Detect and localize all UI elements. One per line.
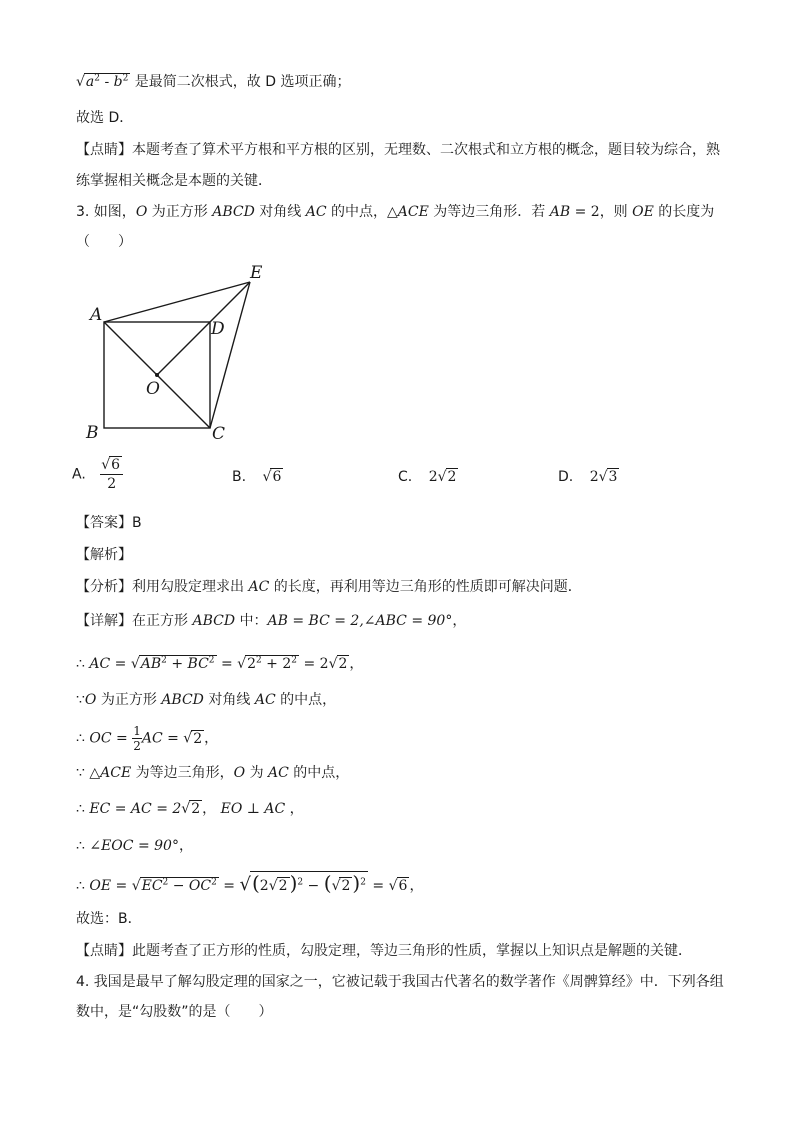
point-o xyxy=(155,373,159,377)
solution-step-7: ∴ OE = $√EC^2 - OC^2 = √(2√2$ )$^2$ − (√2 )$^2$ = √6 ， xyxy=(76,871,424,895)
option-b: B. √6 xyxy=(232,469,282,485)
answer-line xyxy=(76,513,142,533)
solution-step-1: ∴ AC = $√AB^2 + BC^2 = √2^2 + 2^2 = 2√2$ ， xyxy=(76,655,364,672)
solution-step-6: ∴ ∠EOC = 90°， xyxy=(76,838,193,854)
analysis-line: 【分析】利用勾股定理求出 AC 的长度，再利用等边三角形的性质即可解决问题． xyxy=(76,579,582,595)
conclusion: 故选：B． xyxy=(76,911,142,927)
label-d: D xyxy=(211,319,225,339)
question-4-cont: 数中，是“勾股数”的是（ ） xyxy=(76,1004,273,1020)
question-3-paren: （ ） xyxy=(76,234,132,250)
label-a: A xyxy=(90,305,103,325)
analysis-tag: 【解析】 xyxy=(76,547,132,563)
segment-ce xyxy=(210,282,250,428)
label-b: B xyxy=(86,423,99,443)
label-e: E xyxy=(250,263,263,283)
option-c: C. 2√2 xyxy=(398,469,457,485)
text-line-2: 故选 D． xyxy=(76,110,134,126)
solution-step-3: ∴ OC = $\frac{1}{2}$ AC = √2 ， xyxy=(76,724,219,753)
solution-step-4: ∵ △ACE 为等边三角形，O 为 AC 的中点， xyxy=(76,765,350,781)
solution-step-2: ∵O 为正方形 ABCD 对角线 AC 的中点， xyxy=(76,692,337,708)
segment-oe xyxy=(157,282,250,375)
answer-value: B xyxy=(132,515,142,531)
question-4: 4. 我国是最早了解勾股定理的国家之一，它被记载于我国古代著名的数学著作《周髀算经》中．下列各组 xyxy=(76,974,724,990)
comment-block-2: 【点睛】此题考查了正方形的性质，勾股定理，等边三角形的性质，掌握以上知识点是解题的关键． xyxy=(76,943,692,959)
answer-tag: 【答案】 xyxy=(76,515,132,531)
label-o: O xyxy=(146,379,160,399)
label-c: C xyxy=(212,424,226,444)
text-line-1: $√a^2 - b^2$ 是最简二次根式，故 D 选项正确； xyxy=(76,73,351,90)
comment-tag: 【点睛】 xyxy=(76,142,132,158)
detail-line: 【详解】在正方形 ABCD 中：AB = BC = 2,∠ABC = 90°， xyxy=(76,613,467,629)
option-d: D. 2√3 xyxy=(558,469,618,485)
sqrt-expression: $a^2 - b^2$ xyxy=(85,73,129,90)
question-3: 3. 如图，O 为正方形 ABCD 对角线 AC 的中点，△ACE 为等边三角形．若 AB = 2，则 OE 的长度为 xyxy=(76,204,715,220)
solution-step-5: ∴ EC = AC = 2√2 ， EO ⊥ AC ， xyxy=(76,801,304,817)
option-a: A. $\frac{√6}{2}$ xyxy=(72,456,123,493)
comment-block-1-cont: 练掌握相关概念是本题的关键． xyxy=(76,173,272,189)
segment-ae xyxy=(104,282,250,322)
comment-block-1: 【点睛】本题考查了算术平方根和平方根的区别，无理数、二次根式和立方根的概念，题目较为综合，熟 xyxy=(76,142,720,158)
geometry-figure xyxy=(80,258,280,448)
